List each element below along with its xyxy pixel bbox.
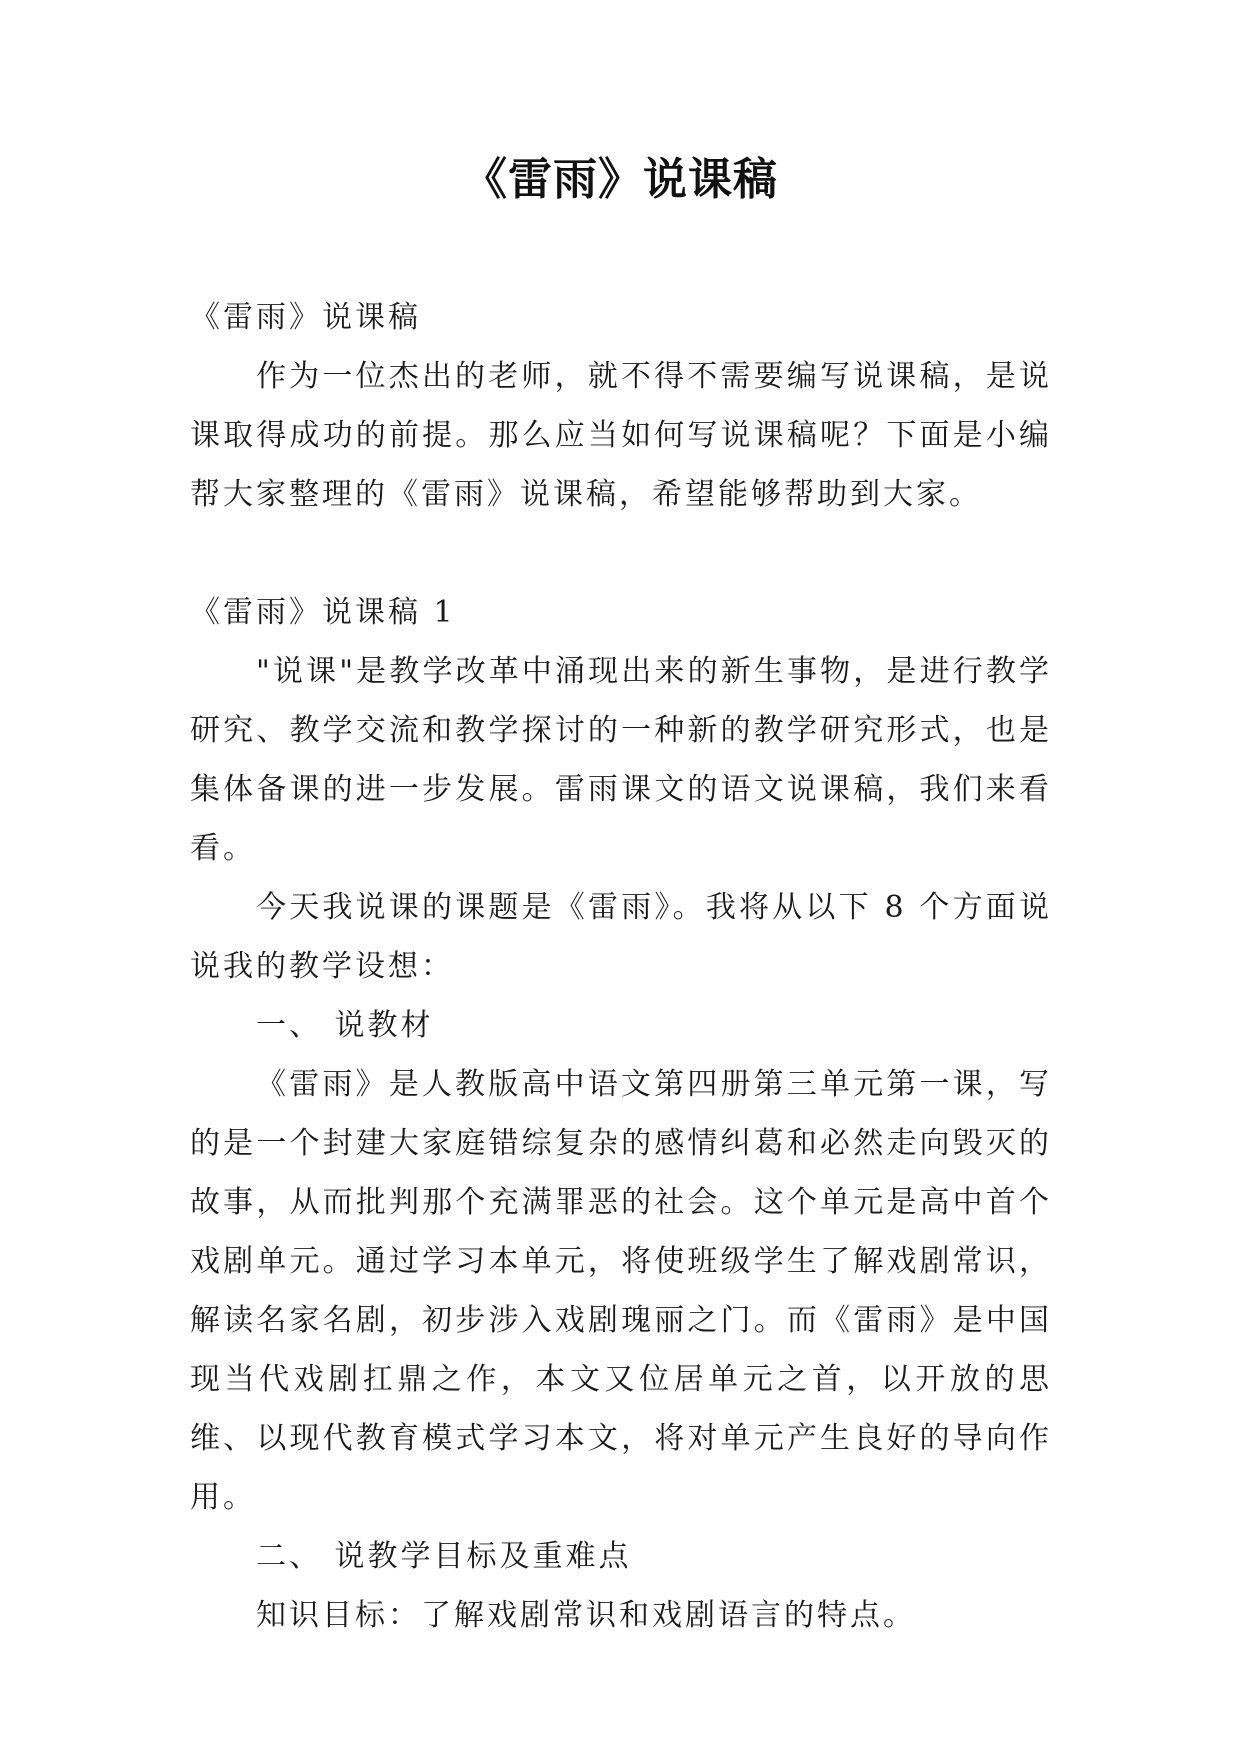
document-title: 《雷雨》说课稿 (463, 154, 778, 205)
paragraph-gap (190, 524, 1052, 583)
section-heading: 《雷雨》说课稿 (190, 300, 421, 335)
body-paragraph: 今天我说课的课题是《雷雨》。我将从以下 8 个方面说说我的教学设想： (190, 890, 1052, 984)
body-paragraph: 知识目标：了解戏剧常识和戏剧语言的特点。 (256, 1598, 916, 1633)
section-heading-1: 《雷雨》说课稿 1 (190, 595, 456, 630)
subheading-objectives: 二、 说教学目标及重难点 (256, 1539, 632, 1574)
subheading-textbook: 一、 说教材 (256, 1008, 434, 1043)
body-paragraph: "说课"是教学改革中涌现出来的新生事物，是进行教学研究、教学交流和教学探讨的一种新的教学研究形式，也是集体备课的进一步发展。雷雨课文的语文说课稿，我们来看看。 (190, 654, 1052, 866)
body-paragraph: 《雷雨》是人教版高中语文第四册第三单元第一课，写的是一个封建大家庭错综复杂的感情纠葛和必然走向毁灭的故事，从而批判那个充满罪恶的社会。这个单元是高中首个戏剧单元。通过学习本单元，将使班级学生了解戏剧常识，解读名家名剧，初步涉入戏剧瑰丽之门。而《雷雨》是中国现当代戏剧扛鼎之作，本文又位居单元之首，以开放的思维、以现代教育模式学习本文，将对单元产生良好的导向作用。 (190, 1067, 1052, 1515)
document-body (190, 288, 1052, 1645)
intro-paragraph: 作为一位杰出的老师，就不得不需要编写说课稿，是说课取得成功的前提。那么应当如何写说课稿呢？下面是小编帮大家整理的《雷雨》说课稿，希望能够帮助到大家。 (190, 359, 1052, 512)
